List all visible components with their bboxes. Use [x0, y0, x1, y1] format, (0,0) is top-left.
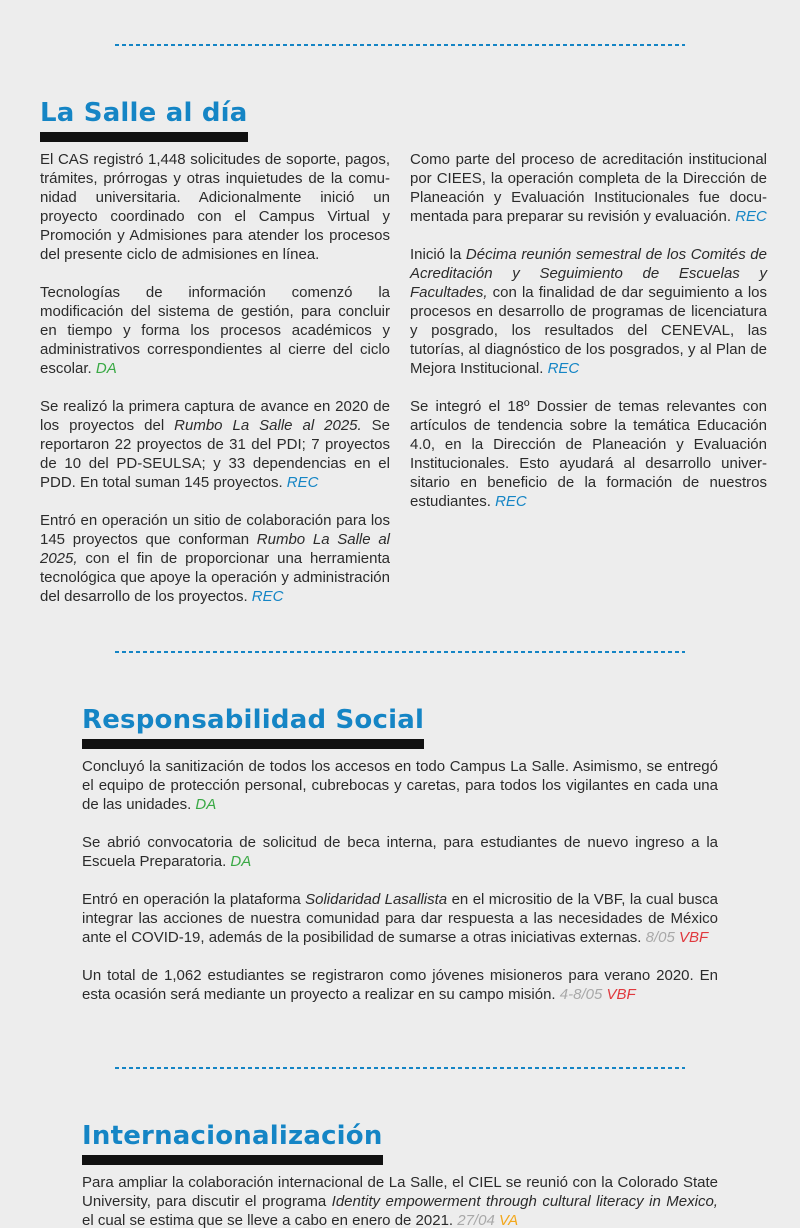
paragraph	[82, 890, 718, 947]
sections-root	[0, 44, 800, 1228]
section-la-salle-al-dia	[0, 98, 800, 606]
text-run: Para ampliar la colaboración internacional de La Salle, el CIEL se reunió con la Colorado State University, para discutir el programa	[82, 1174, 718, 1210]
section-heading: Internacionalización	[82, 1121, 383, 1151]
paragraph	[40, 283, 390, 378]
paragraph	[410, 397, 767, 511]
two-column-layout	[40, 150, 767, 606]
italic-run: Rumbo La Salle al 2025,	[40, 531, 390, 567]
heading-wrap	[82, 1121, 383, 1165]
section-content	[40, 150, 767, 606]
column-right	[410, 150, 767, 511]
text-run: El CAS registró 1,448 solicitudes de soporte, pagos, trámites, prórrogas y otras inquietudes de la comunidad universitaria. Adicionalmente inició un proyecto coordinado con el Campus Virtual y Promoción y Admisiones para atender los procesos del presente ciclo de admisiones en línea.	[40, 151, 390, 263]
text-run: Entró en operación un sitio de colaboración para los 145 proyectos que conforman	[40, 512, 390, 548]
tag-vbf: VBF	[679, 929, 709, 946]
text-run: Se realizó la primera captura de avance en 2020 de los proyectos del	[40, 398, 390, 434]
heading-wrap	[82, 705, 424, 749]
heading-wrap	[40, 98, 248, 142]
italic-run: Décima reunión semestral de los Comités de Acreditación y Seguimiento de Escuelas y Facultades,	[410, 246, 767, 301]
tag-rec: REC	[547, 360, 580, 377]
italic-run: Identity empowerment through cultural literacy in Mexico,	[331, 1193, 718, 1210]
tag-rec: REC	[495, 493, 527, 510]
tag-da: DA	[230, 853, 252, 870]
paragraph	[82, 1173, 718, 1228]
paragraph	[410, 150, 767, 226]
text-run: Se abrió convocatoria de solicitud de beca interna, para estudiantes de nuevo ingreso a la Escuela Preparatoria.	[82, 834, 718, 870]
text-run: Entró en operación la plataforma	[82, 891, 306, 908]
section-internacionalizacion	[0, 1121, 800, 1228]
text-run: Inició la	[410, 246, 466, 263]
italic-run: Solidaridad Lasallista	[305, 891, 448, 908]
section-content	[82, 1173, 718, 1228]
paragraph	[82, 833, 718, 871]
date-stamp: 8/05	[645, 929, 675, 946]
text-run: el cual se estima que se lleve a cabo en enero de 2021.	[82, 1212, 458, 1228]
date-stamp: 4-8/05	[559, 986, 603, 1003]
text-run: con la finalidad de dar seguimiento a los procesos en desarrollo de programas de licenciatura y posgrado, los resultados del CENEVAL, las tutorías, al diagnóstico de los posgrados, y al Plan de Mejora Institucional.	[410, 284, 767, 377]
heading-underline-bar	[82, 1155, 383, 1165]
paragraph	[40, 397, 390, 492]
tag-rec: REC	[286, 474, 319, 491]
tag-rec: REC	[251, 588, 284, 605]
text-run: con el fin de proporcionar una herramienta tecnológica que apoye la operación y administración del desarrollo de los proyectos.	[40, 550, 390, 605]
column-left	[40, 150, 390, 606]
section-content	[82, 757, 718, 1004]
paragraph	[82, 757, 718, 814]
text-run: en el micrositio de la VBF, la cual busca integrar las acciones de nuestra comunidad para dar respuesta a las necesidades de México ante el COVID-19, además de la posibilidad de sumarse a otras iniciativas externas.	[82, 891, 718, 946]
heading-underline-bar	[82, 739, 424, 749]
date-stamp: 27/04	[457, 1212, 495, 1228]
paragraph	[40, 511, 390, 606]
section-heading: La Salle al día	[40, 98, 248, 128]
tag-vbf: VBF	[606, 986, 636, 1003]
italic-run: Rumbo La Salle al 2025.	[174, 417, 362, 434]
paragraph	[410, 245, 767, 378]
tag-da: DA	[195, 796, 217, 813]
section-responsabilidad-social	[0, 705, 800, 1004]
dashed-divider	[115, 651, 685, 653]
tag-da: DA	[95, 360, 117, 377]
section-heading: Responsabilidad Social	[82, 705, 425, 735]
text-run: Un total de 1,062 estudiantes se registraron como jóvenes misioneros para verano 2020. En esta ocasión será mediante un proyecto a realizar en su campo misión.	[82, 967, 718, 1003]
single-column-layout	[82, 757, 718, 1004]
paragraph	[40, 150, 390, 264]
single-column-layout	[82, 1173, 718, 1228]
text-run: Se reportaron 22 proyectos de 31 del PDI; 7 proyectos de 10 del PD-SEULSA; y 33 dependencias en el PDD. En total suman 145 proyectos.	[40, 417, 390, 491]
text-run: Como parte del proceso de acreditación institucional por CIEES, la operación completa de la Dirección de Planeación y Evaluación Institucionales fue documentada para preparar su revisión y evaluación.	[410, 151, 767, 225]
tag-va: VA	[498, 1212, 519, 1228]
text-run: Se integró el 18º Dossier de temas relevantes con artículos de tendencia sobre la temática Educación 4.0, en la Dirección de Planeación y Evaluación Institucionales. Esto ayudará al desarrollo universitario en beneficio de la formación de nuestros estudiantes.	[410, 398, 767, 510]
paragraph	[82, 966, 718, 1004]
text-run: Tecnologías de información comenzó la modificación del sistema de gestión, para concluir en tiempo y forma los procesos académicos y administrativos correspondientes al cierre del ciclo escolar.	[40, 284, 390, 377]
heading-underline-bar	[40, 132, 248, 142]
dashed-divider	[115, 44, 685, 46]
text-run: Concluyó la sanitización de todos los accesos en todo Campus La Salle. Asimismo, se entregó el equipo de protección personal, cubrebocas y caretas, para todos los vigilantes en cada una de las unidades.	[82, 758, 718, 813]
dashed-divider	[115, 1067, 685, 1069]
tag-rec: REC	[735, 208, 767, 225]
